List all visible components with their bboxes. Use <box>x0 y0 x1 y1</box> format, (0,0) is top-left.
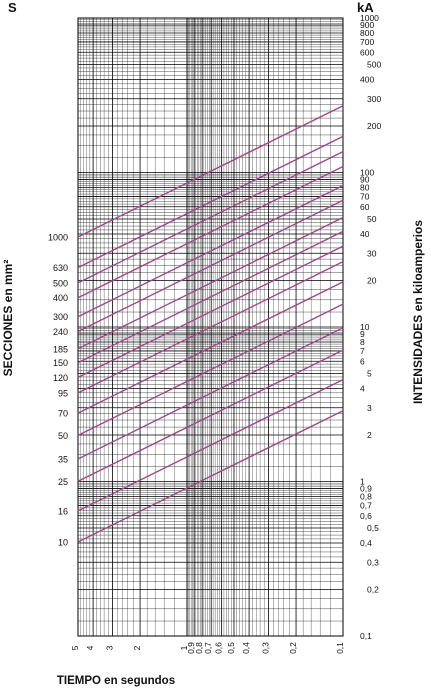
right-tick-label: 0,2 <box>367 584 379 595</box>
bottom-tick-label: 0,2 <box>288 642 299 654</box>
right-tick-label: 800 <box>360 27 375 38</box>
left-tick-label: 150 <box>52 358 68 369</box>
left-tick-label: 10 <box>57 537 68 548</box>
left-tick-label: 185 <box>52 344 68 355</box>
right-tick-label: 60 <box>360 201 370 212</box>
right-tick-label: 2 <box>367 429 372 440</box>
left-tick-label: 16 <box>57 506 68 517</box>
right-tick-label: 1000 <box>360 13 379 23</box>
bottom-tick-label: 0,6 <box>213 642 224 654</box>
right-tick-label: 400 <box>360 74 375 85</box>
right-tick-label: 0,8 <box>360 491 372 502</box>
bottom-axis-title: TIEMPO en segundos <box>56 675 176 687</box>
right-tick-label: 200 <box>367 120 382 131</box>
bottom-tick-label: 3 <box>104 645 115 651</box>
right-tick-label: 40 <box>360 228 370 239</box>
right-tick-label: 70 <box>360 191 370 202</box>
left-tick-label: 35 <box>57 454 68 465</box>
right-tick-label: 30 <box>367 248 377 259</box>
right-tick-label: 9 <box>360 329 365 340</box>
right-tick-label: 0,9 <box>360 483 372 494</box>
right-tick-label: 20 <box>367 275 377 286</box>
bottom-tick-label: 0,1 <box>335 642 345 654</box>
left-tick-label: 240 <box>52 327 68 338</box>
right-tick-label: 7 <box>360 345 365 356</box>
bottom-tick-label: 0,5 <box>225 642 236 654</box>
right-unit-label: kA <box>357 0 374 15</box>
bottom-tick-label: 0,4 <box>241 642 252 654</box>
right-tick-label: 1 <box>360 476 365 487</box>
bottom-tick-label: 4 <box>85 645 96 651</box>
right-tick-label: 8 <box>360 336 365 347</box>
right-tick-label: 0,1 <box>360 631 372 641</box>
left-tick-label: 25 <box>57 476 68 487</box>
right-tick-label: 4 <box>360 383 365 394</box>
right-tick-label: 10 <box>360 322 370 332</box>
left-tick-label: 400 <box>52 293 68 304</box>
bottom-tick-label: 5 <box>70 645 80 651</box>
right-tick-label: 3 <box>367 402 372 413</box>
bottom-tick-label: 0,8 <box>194 642 205 654</box>
bottom-tick-label: 0,9 <box>186 642 197 654</box>
left-tick-label: 500 <box>52 278 68 289</box>
right-tick-label: 300 <box>367 93 382 104</box>
right-tick-label: 0,3 <box>367 557 379 568</box>
right-tick-label: 5 <box>367 368 372 379</box>
right-tick-label: 100 <box>360 167 375 178</box>
left-tick-label: 70 <box>57 408 68 419</box>
right-tick-label: 500 <box>367 59 382 70</box>
left-tick-label: 630 <box>52 263 68 274</box>
right-tick-label: 6 <box>360 356 365 367</box>
right-tick-label: 0,5 <box>367 523 379 534</box>
left-tick-label: 95 <box>57 388 68 399</box>
right-tick-label: 900 <box>360 20 375 31</box>
bottom-tick-label: 0,7 <box>203 642 214 654</box>
right-tick-label: 0,4 <box>360 537 372 548</box>
right-tick-label: 90 <box>360 174 370 185</box>
right-tick-label: 50 <box>367 214 377 225</box>
left-tick-label: 50 <box>57 430 68 441</box>
bottom-tick-label: 0,3 <box>260 642 271 654</box>
left-axis-title: SECCIONES en mm² <box>1 259 15 377</box>
left-tick-label: 1000 <box>47 232 68 243</box>
left-tick-label: 120 <box>52 372 68 383</box>
right-tick-label: 600 <box>360 47 375 58</box>
bottom-tick-label: 2 <box>132 645 143 651</box>
right-tick-label: 700 <box>360 36 375 47</box>
right-tick-label: 0,6 <box>360 510 372 521</box>
right-tick-label: 0,7 <box>360 500 372 511</box>
right-tick-label: 80 <box>360 182 370 193</box>
bottom-tick-label: 1 <box>179 645 190 651</box>
left-unit-label: S <box>8 0 17 15</box>
right-axis-title: INTENSIDADES en kiloamperios <box>411 219 425 405</box>
left-tick-label: 300 <box>52 312 68 323</box>
